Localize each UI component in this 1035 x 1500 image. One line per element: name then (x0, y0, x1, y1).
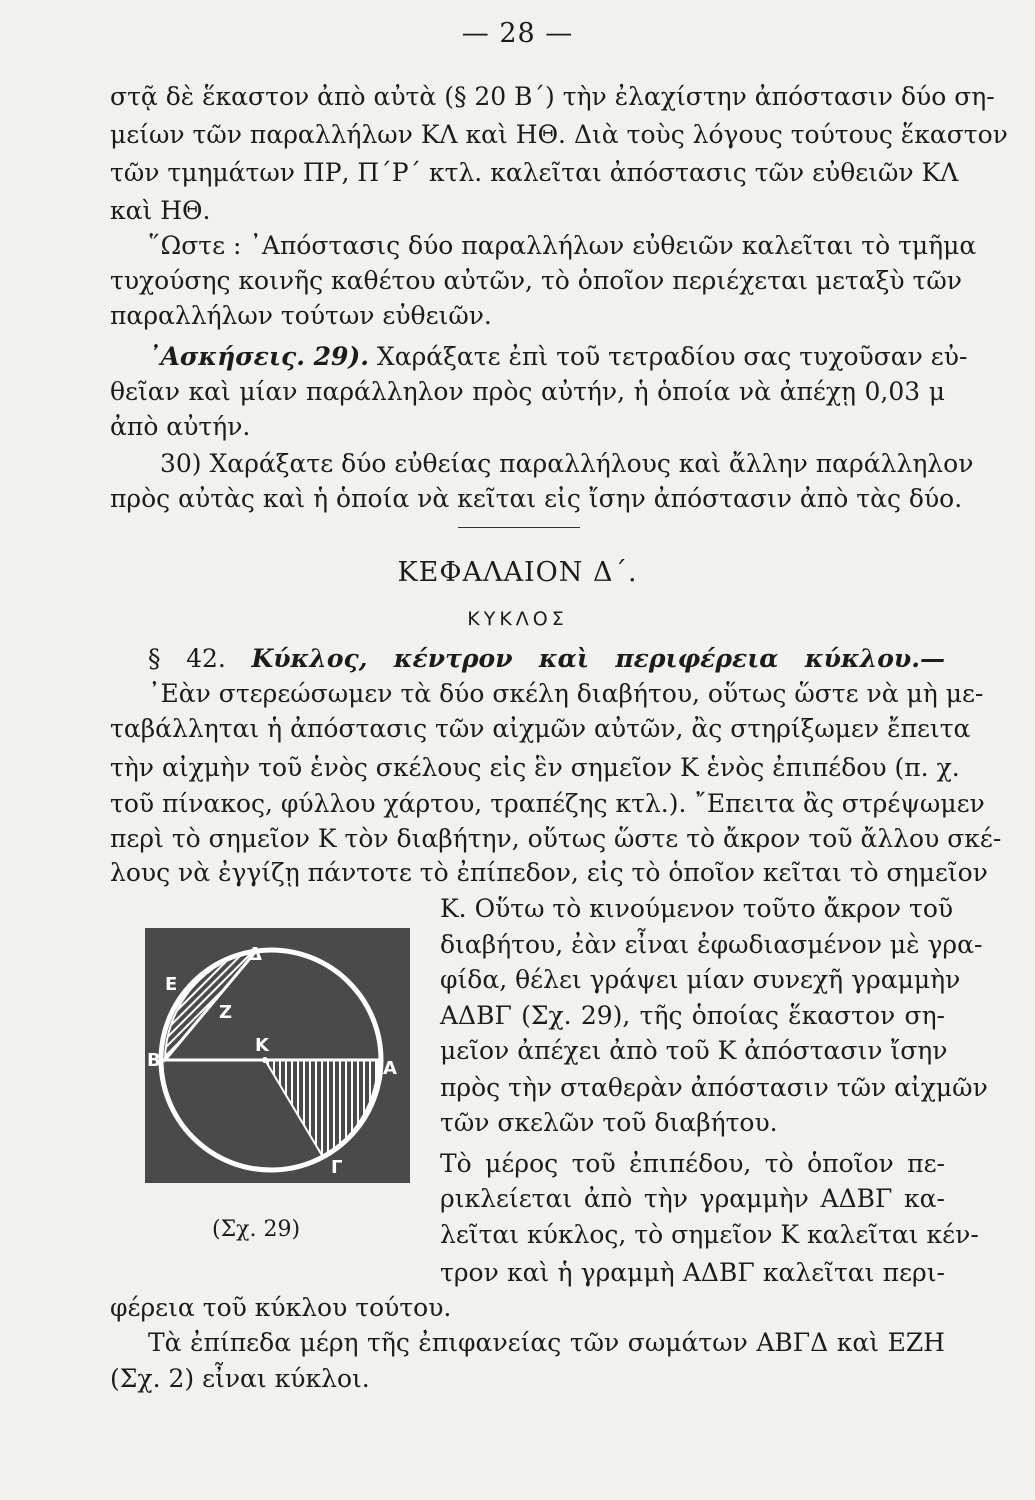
label-zeta: Ζ (219, 1002, 233, 1023)
text-line: φίδα, θέλει γράψει μίαν συνεχῆ γραμμὴν (440, 965, 961, 994)
label-beta: Β (147, 1050, 161, 1071)
page-number: — 28 — (461, 18, 574, 49)
text-line: ρικλείεται ἀπὸ τὴν γραμμὴν ΑΔΒΓ κα- (440, 1184, 945, 1213)
text-line: διαβήτου, ἐὰν εἶναι ἐφωδιασμένον μὲ γρα- (440, 930, 983, 959)
text-line: θεῖαν καὶ μίαν παράλληλον πρὸς αὐτήν, ἡ ὁποία νὰ ἀπέχῃ 0,03 μ (110, 377, 945, 406)
text-line: τρον καὶ ἡ γραμμὴ ΑΔΒΓ καλεῖται περι- (440, 1258, 945, 1287)
text-line: μείων τῶν παραλλήλων ΚΛ καὶ ΗΘ. Διὰ τοὺς λόγους τούτους ἕκαστον (110, 120, 1008, 149)
text-line: μεῖον ἀπέχει ἀπὸ τοῦ Κ ἀπόστασιν ἴσην (440, 1036, 948, 1065)
exercise-line (148, 340, 968, 374)
label-delta: Δ (248, 944, 262, 965)
text-line: Τὰ ἐπίπεδα μέρη τῆς ἐπιφανείας τῶν σωμάτων ΑΒΓΔ καὶ ΕΖΗ (148, 1328, 945, 1357)
section-divider (458, 527, 580, 528)
section-number: § 42. (148, 644, 226, 673)
text-line: τοῦ πίνακος, φύλλου χάρτου, τραπέζης κτλ.). ῎Επειτα ἂς στρέψωμεν (110, 789, 985, 818)
section-heading-line (148, 642, 945, 676)
label-epsilon: Ε (165, 974, 178, 995)
figure-background (145, 928, 410, 1183)
exercises-label: ᾿Ασκήσεις. 29). (148, 342, 369, 371)
text-line: Χαράξατε ἐπὶ τοῦ τετραδίου σας τυχοῦσαν εὐ- (376, 342, 968, 371)
text-line: 30) Χαράξατε δύο εὐθείας παραλλήλους καὶ ἄλλην παράλληλον (160, 449, 974, 478)
chapter-subtitle: ΚΥΚΛΟΣ (467, 608, 568, 630)
text-line: τυχούσης κοινῆς καθέτου αὐτῶν, τὸ ὁποῖον περιέχεται μεταξὺ τῶν (110, 266, 962, 295)
text-line: στᾷ δὲ ἕκαστον ἀπὸ αὐτὰ (§ 20 Β΄) τὴν ἐλαχίστην ἀπόστασιν δύο ση- (110, 82, 995, 111)
figure-caption: (Σχ. 29) (212, 1217, 301, 1242)
text-line: φέρεια τοῦ κύκλου τούτου. (110, 1293, 452, 1322)
text-line: λους νὰ ἐγγίζῃ πάντοτε τὸ ἐπίπεδον, εἰς τὸ ὁποῖον κεῖται τὸ σημεῖον (110, 858, 988, 887)
text-line: ἀπὸ αὐτήν. (110, 412, 251, 441)
text-line: ῞Ωστε : ᾿Απόστασις δύο παραλλήλων εὐθειῶν καλεῖται τὸ τμῆμα (148, 231, 977, 260)
text-line: ᾿Εὰν στερεώσωμεν τὰ δύο σκέλη διαβήτου, οὕτως ὥστε νὰ μὴ με- (148, 679, 984, 708)
label-kappa: Κ (255, 1035, 269, 1056)
text-line: Τὸ μέρος τοῦ ἐπιπέδου, τὸ ὁποῖον πε- (440, 1149, 945, 1178)
text-line: παραλλήλων τούτων εὐθειῶν. (110, 301, 492, 330)
text-line: Κ. Οὕτω τὸ κινούμενον τοῦτο ἄκρον τοῦ (440, 894, 954, 923)
text-line: καὶ ΗΘ. (110, 196, 211, 225)
text-line: (Σχ. 2) εἶναι κύκλοι. (110, 1364, 370, 1393)
label-gamma: Γ (331, 1157, 343, 1178)
text-line: λεῖται κύκλος, τὸ σημεῖον Κ καλεῖται κέν- (440, 1220, 979, 1249)
circle-figure (145, 928, 410, 1183)
text-line: τῶν σκελῶν τοῦ διαβήτου. (440, 1108, 778, 1137)
text-line: τὴν αἰχμὴν τοῦ ἑνὸς σκέλους εἰς ἓν σημεῖον Κ ἑνὸς ἐπιπέδου (π. χ. (110, 753, 960, 782)
text-line: ταβάλληται ἡ ἀπόστασις τῶν αἰχμῶν αὐτῶν, ἂς στηρίξωμεν ἔπειτα (110, 714, 971, 743)
text-line: πρὸς αὐτὰς καὶ ἡ ὁποία νὰ κεῖται εἰς ἴσην ἀπόστασιν ἀπὸ τὰς δύο. (110, 484, 963, 513)
chapter-title: ΚΕΦΑΛΑΙΟΝ Δ΄. (397, 557, 638, 588)
text-line: ΑΔΒΓ (Σχ. 29), τῆς ὁποίας ἕκαστον ση- (440, 1001, 945, 1030)
text-line: τῶν τμημάτων ΠΡ, Π΄Ρ΄ κτλ. καλεῖται ἀπόστασις τῶν εὐθειῶν ΚΛ (110, 158, 959, 187)
text-line: περὶ τὸ σημεῖον Κ τὸν διαβήτην, οὕτως ὥστε τὸ ἄκρον τοῦ ἄλλου σκέ- (110, 824, 1002, 853)
center-point (262, 1057, 268, 1063)
text-line: πρὸς τὴν σταθερὰν ἀπόστασιν τῶν αἰχμῶν (440, 1073, 988, 1102)
section-heading: Κύκλος, κέντρον καὶ περιφέρεια κύκλου.— (251, 644, 945, 673)
label-alpha: Α (383, 1058, 397, 1079)
